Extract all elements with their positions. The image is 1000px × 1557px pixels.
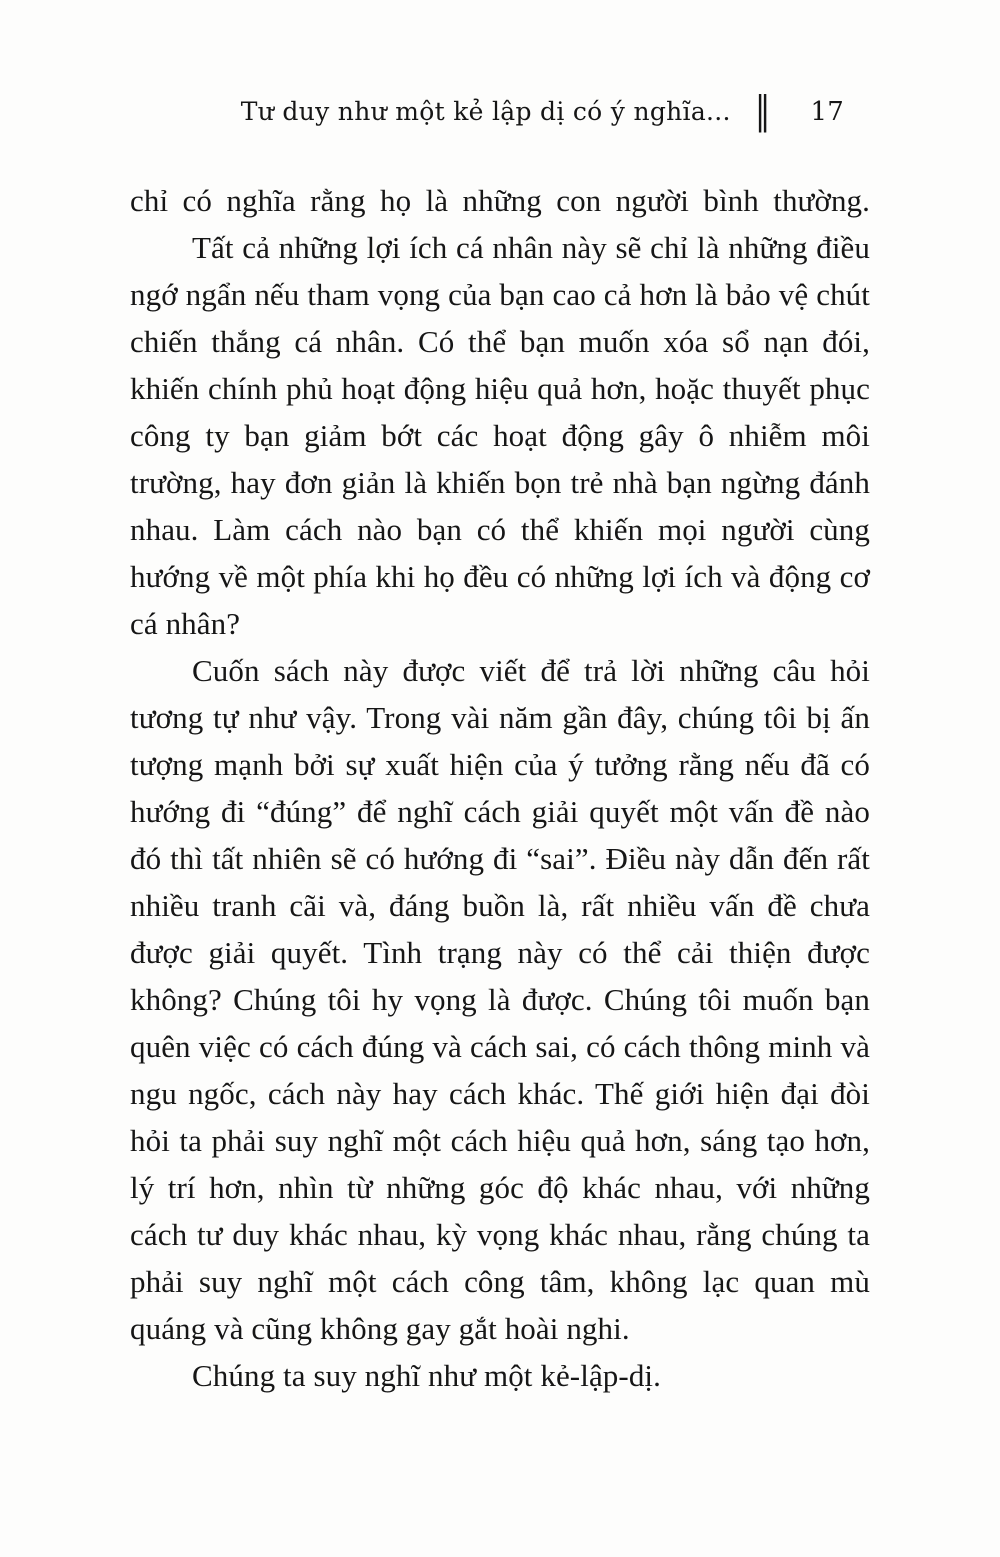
double-bar-separator: ‖ (754, 88, 771, 134)
page-header (130, 88, 870, 134)
paragraph: Chúng ta suy nghĩ như một kẻ-lập-dị. (192, 1358, 661, 1393)
paragraph-continuation: chỉ có nghĩa rằng họ là những con người bình thường. (130, 183, 870, 218)
running-title: Tư duy như một kẻ lập dị có ý nghĩa... (240, 97, 731, 126)
paragraph: Cuốn sách này được viết để trả lời những câu hỏi tương tự như vậy. Trong vài năm gần đây, chúng tôi bị ấn tượng mạnh bởi sự xuất hiện của ý tưởng rằng nếu đã có hướng đi “đúng” để nghĩ cách giải quyết một vấn đề nào đó thì tất nhiên sẽ có hướng đi “sai”. Điều này dẫn đến rất nhiều tranh cãi và, đáng buồn là, rất nhiều vấn đề chưa được giải quyết. Tình trạng này có thể cải thiện được không? Chúng tôi hy vọng là được. Chúng tôi muốn bạn quên việc có cách đúng và cách sai, có cách thông minh và ngu ngốc, cách này hay cách khác. Thế giới hiện đại đòi hỏi ta phải suy nghĩ một cách hiệu quả hơn, sáng tạo hơn, lý trí hơn, nhìn từ những góc độ khác nhau, với những cách tư duy khác nhau, kỳ vọng khác nhau, rằng chúng ta phải suy nghĩ một cách công tâm, không lạc quan mù quáng và cũng không gay gắt hoài nghi. (130, 653, 870, 1346)
page-number: 17 (810, 96, 844, 127)
page-body (130, 177, 870, 1399)
paragraph: Tất cả những lợi ích cá nhân này sẽ chỉ là những điều ngớ ngẩn nếu tham vọng của bạn cao cả hơn là bảo vệ chút chiến thắng cá nhân. Có thể bạn muốn xóa sổ nạn đói, khiến chính phủ hoạt động hiệu quả hơn, hoặc thuyết phục công ty bạn giảm bớt các hoạt động gây ô nhiễm môi trường, hay đơn giản là khiến bọn trẻ nhà bạn ngừng đánh nhau. Làm cách nào bạn có thể khiến mọi người cùng hướng về một phía khi họ đều có những lợi ích và động cơ cá nhân? (130, 230, 870, 641)
